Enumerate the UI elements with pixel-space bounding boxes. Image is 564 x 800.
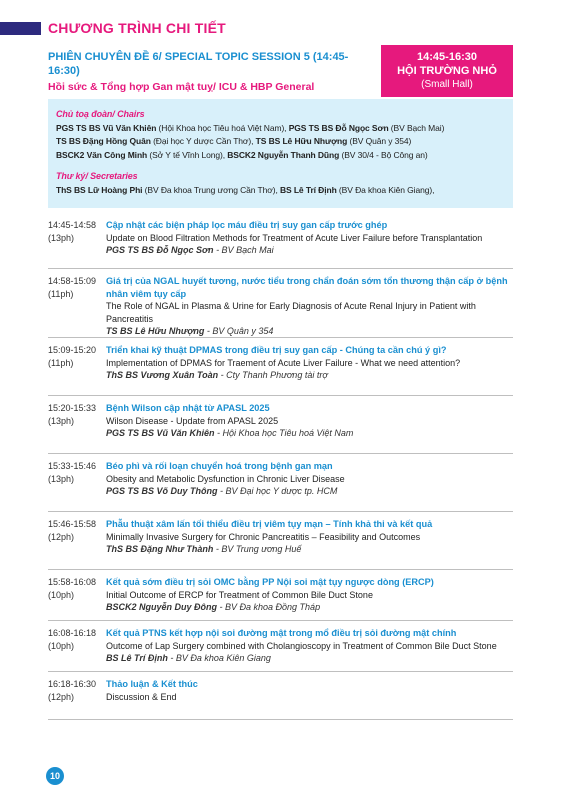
header-accent-bar [0, 22, 41, 35]
schedule-time: 15:33-15:46 [48, 461, 97, 471]
schedule-duration: (10ph) [48, 640, 75, 651]
secretary-name: BS Lê Trí Định [279, 184, 337, 195]
schedule-duration: (11ph) [48, 288, 74, 299]
speaker-name: BS Lê Trí Định [106, 653, 168, 663]
chairs-label: Chủ toạ đoàn/ Chairs [56, 109, 145, 119]
secretaries-list [56, 184, 513, 198]
schedule-time: 15:46-15:58 [48, 519, 97, 529]
schedule-row [48, 454, 513, 512]
talk-title-vi: Triển khai kỹ thuật DPMAS trong điều trị suy gan cấp - Chúng ta cần chú ý gì? [106, 345, 447, 355]
talk-speaker [106, 325, 513, 338]
talk-title-vi: Phẫu thuật xâm lấn tối thiểu điều trị viêm tụy mạn – Tính khả thi và kết quả [106, 519, 433, 529]
schedule-row [48, 213, 513, 269]
chairs-panel [48, 99, 513, 208]
chair-affiliation: (Sở Y tế Vĩnh Long), [147, 149, 228, 160]
page-title: CHƯƠNG TRÌNH CHI TIẾT [48, 20, 226, 36]
session-header [48, 50, 378, 95]
secretary-affiliation: (BV Đa khoa Kiên Giang), [336, 184, 435, 195]
schedule-body [106, 576, 513, 620]
chair-name: TS BS Đặng Hồng Quân [56, 136, 151, 146]
speaker-affiliation: - BV Bạch Mai [213, 245, 274, 255]
secretary-line [56, 184, 513, 198]
chair-name: PGS TS BS Đỗ Ngọc Sơn [288, 122, 389, 133]
session-subtitle: Hồi sức & Tổng hợp Gan mật tuỵ/ ICU & HBP General [48, 81, 315, 93]
chair-name: BSCK2 Nguyễn Thanh Dũng [227, 149, 340, 160]
chair-name: PGS TS BS Vũ Văn Khiên [56, 122, 157, 133]
speaker-affiliation: - Cty Thanh Phương tài trợ [218, 370, 328, 380]
chair-affiliation: (Đại học Y dược Cần Thơ), [150, 136, 256, 146]
talk-title-vi: Kết quả sớm điều trị sỏi OMC bằng PP Nội soi mật tụy ngược dòng (ERCP) [106, 577, 434, 587]
schedule-row [48, 512, 513, 570]
talk-title-vi: Giá trị của NGAL huyết tương, nước tiểu trong chẩn đoán sớm tổn thương thận cấp ở bệnh nhân viêm tụy cấp [106, 276, 508, 299]
talk-title-en: Discussion & End [106, 691, 177, 702]
speaker-name: TS BS Lê Hữu Nhượng [106, 326, 205, 336]
talk-title-vi: Thảo luận & Kết thúc [106, 679, 198, 689]
schedule-row [48, 621, 513, 672]
talk-speaker [106, 601, 513, 614]
talk-title-en: Minimally Invasive Surgery for Chronic Pancreatitis – Feasibility and Outcomes [106, 531, 421, 542]
schedule-body [106, 518, 513, 569]
session-hall-en: (Small Hall) [421, 79, 473, 90]
speaker-name: PGS TS BS Vũ Văn Khiên [106, 428, 215, 438]
schedule-time-col [48, 402, 106, 453]
talk-title-vi: Béo phì và rối loạn chuyển hoá trong bệnh gan mạn [106, 461, 333, 471]
talk-title-en: Update on Blood Filtration Methods for Treatment of Acute Liver Failure before Transplantation [106, 232, 483, 243]
speaker-name: ThS BS Đặng Như Thành [106, 544, 214, 554]
schedule-duration: (13ph) [48, 232, 75, 243]
chair-name: BSCK2 Văn Công Minh [56, 149, 148, 160]
schedule-duration: (13ph) [48, 415, 75, 426]
schedule-time: 16:08-16:18 [48, 628, 97, 638]
chair-line [56, 135, 513, 149]
session-hall: HỘI TRƯỜNG NHỎ [397, 65, 497, 77]
talk-speaker [106, 652, 513, 665]
speaker-name: PGS TS BS Đỗ Ngọc Sơn [106, 245, 214, 255]
schedule-time: 14:45-14:58 [48, 220, 97, 230]
schedule-body [106, 678, 513, 719]
chair-name: TS BS Lê Hữu Nhượng [255, 136, 348, 146]
schedule-time-col [48, 678, 106, 719]
chair-line [56, 149, 513, 163]
talk-speaker [106, 543, 513, 556]
talk-title-vi: Bệnh Wilson cập nhật từ APASL 2025 [106, 403, 270, 413]
chair-affiliation: (Hội Khoa học Tiêu hoá Việt Nam), [156, 122, 289, 133]
schedule-row [48, 269, 513, 338]
session-title: PHIÊN CHUYÊN ĐỀ 6/ SPECIAL TOPIC SESSION 5 (14:45-16:30) [48, 51, 349, 77]
schedule-list [48, 213, 513, 720]
schedule-row [48, 396, 513, 454]
speaker-affiliation: - BV Đa khoa Đồng Tháp [217, 602, 321, 612]
talk-speaker [106, 369, 513, 382]
chair-affiliation: (BV Bạch Mai) [388, 122, 445, 133]
talk-speaker [106, 244, 513, 257]
talk-speaker [106, 427, 513, 440]
schedule-time: 15:58-16:08 [48, 577, 97, 587]
schedule-time: 15:20-15:33 [48, 403, 97, 413]
talk-title-en: The Role of NGAL in Plasma & Urine for Early Diagnosis of Acute Renal Injury in Patient with Pancreatitis [106, 301, 476, 324]
speaker-affiliation: - BV Quân y 354 [204, 326, 274, 336]
schedule-time: 14:58-15:09 [48, 276, 97, 286]
talk-title-en: Outcome of Lap Surgery combined with Cholangioscopy in Treatment of Common Bile Duct Stone [106, 640, 497, 651]
speaker-affiliation: - Hội Khoa học Tiêu hoá Việt Nam [214, 428, 354, 438]
session-time: 14:45-16:30 [417, 51, 477, 63]
talk-title-en: Initial Outcome of ERCP for Treatment of Common Bile Duct Stone [106, 589, 373, 600]
schedule-body [106, 344, 513, 395]
schedule-time-col [48, 576, 106, 620]
schedule-time-col [48, 219, 106, 268]
schedule-body [106, 275, 513, 337]
session-time-box [381, 45, 513, 97]
talk-title-en: Obesity and Metabolic Dysfunction in Chronic Liver Disease [106, 473, 345, 484]
schedule-duration: (12ph) [48, 691, 75, 702]
schedule-time-col [48, 627, 106, 671]
speaker-name: ThS BS Vương Xuân Toàn [106, 370, 219, 380]
schedule-time-col [48, 460, 106, 511]
speaker-affiliation: - BV Đại học Y dược tp. HCM [217, 486, 338, 496]
talk-speaker [106, 485, 513, 498]
schedule-body [106, 219, 513, 268]
talk-title-en: Implementation of DPMAS for Traement of Acute Liver Failure - What we need attention? [106, 357, 461, 368]
schedule-body [106, 460, 513, 511]
schedule-time: 15:09-15:20 [48, 345, 97, 355]
secretaries-label: Thư ký/ Secretaries [56, 171, 138, 181]
chairs-list [56, 122, 513, 163]
secretary-name: ThS BS Lữ Hoàng Phi [56, 184, 143, 195]
schedule-row [48, 570, 513, 621]
page-number: 10 [46, 767, 64, 785]
schedule-body [106, 402, 513, 453]
speaker-affiliation: - BV Trung ương Huế [213, 544, 302, 554]
schedule-duration: (12ph) [48, 531, 75, 542]
talk-title-vi: Kết quả PTNS kết hợp nội soi đường mật trong mổ điều trị sỏi đường mật chính [106, 628, 457, 638]
chair-line [56, 122, 513, 136]
chair-affiliation: (BV 30/4 - Bộ Công an) [339, 149, 428, 160]
schedule-body [106, 627, 513, 671]
schedule-time-col [48, 518, 106, 569]
schedule-duration: (10ph) [48, 589, 75, 600]
secretary-affiliation: (BV Đa khoa Trung ương Cần Thơ), [142, 184, 280, 195]
speaker-name: PGS TS BS Võ Duy Thông [106, 486, 218, 496]
schedule-duration: (13ph) [48, 473, 75, 484]
speaker-name: BSCK2 Nguyễn Duy Đông [106, 602, 218, 612]
schedule-time-col [48, 275, 106, 337]
schedule-time-col [48, 344, 106, 395]
schedule-time: 16:18-16:30 [48, 679, 97, 689]
schedule-duration: (11ph) [48, 357, 74, 368]
speaker-affiliation: - BV Đa khoa Kiên Giang [167, 653, 271, 663]
schedule-row [48, 672, 513, 720]
talk-title-vi: Cập nhật các biện pháp lọc máu điều trị suy gan cấp trước ghép [106, 220, 388, 230]
schedule-row [48, 338, 513, 396]
talk-title-en: Wilson Disease - Update from APASL 2025 [106, 415, 279, 426]
chair-affiliation: (BV Quân y 354) [347, 136, 412, 146]
